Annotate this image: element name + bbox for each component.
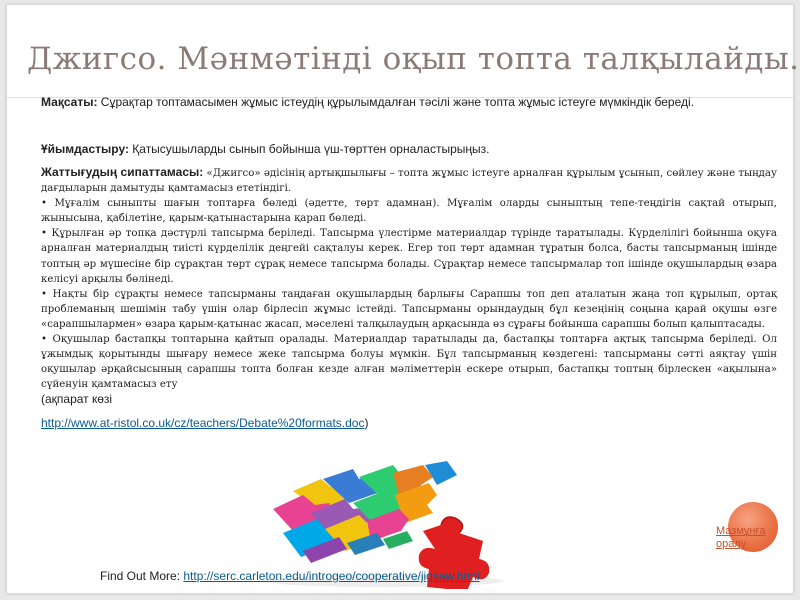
slide-title: Джигсо. Мәнмәтінді оқып топта талқылайды.: [27, 41, 800, 77]
slide-content: [41, 94, 777, 430]
description-intro: «Джигсо» әдісінің артықшылығы – топта жұмыс істеуге арналған құрылым ұсынып, сөйлеу және тыңдау дағдыларын дамытуды қамтамасыз ететіндігі.: [41, 168, 778, 195]
goal-paragraph: [41, 94, 777, 126]
goal-text: Сұрақтар топтамасымен жұмыс істеудің құрылымдалған тәсілі және топта жұмыс істеуге мүмкіндік береді.: [97, 95, 695, 109]
source-link[interactable]: http://www.at-ristol.co.uk/cz/teachers/Debate%20formats.doc: [41, 415, 365, 430]
description-bullet: • Нақты бір сұрақты немесе тапсырманы таңдаған оқушылардың барлығы Сарапшы топ деп аталатын жаңа топ құрылып, ортақ проблеманың шешімін табу үшін олар бірлесіп жұмыс істейді. Тапсырманы орындаудың бұл кезеңінің соңына қарай оқушы өзге «сарапшылармен» өзара қарым-қатынас жасап, мәселені талқылаудың арқасында өз сұрағы бойынша сарапшы болып қалыптасады.: [41, 288, 777, 330]
find-more-line: [100, 569, 480, 583]
source-label: (ақпарат көзі: [41, 392, 113, 407]
description-block: [41, 165, 777, 409]
find-more-label: Find Out More:: [100, 569, 184, 583]
find-more-link[interactable]: http://serc.carleton.edu/introgeo/cooperative/jigsaw.html: [183, 569, 480, 583]
description-label: Жаттығудың сипаттамасы:: [41, 165, 204, 179]
source-link-line: [41, 416, 777, 430]
organization-text: Қатысушыларды сынып бойынша үш-төрттен орналастырыңыз.: [128, 142, 490, 156]
slide: [6, 4, 800, 594]
organization-label: Ұйымдастыру:: [41, 142, 129, 156]
organization-paragraph: [41, 141, 777, 157]
description-bullet: • Құрылған әр топқа дәстүрлі тапсырма беріледі. Тапсырма үлестірме материалдар түрінде таратылады. Күрделілігі бойынша оқуға арналған материалдың тиісті күрделілік деңгейі сақталуы керек. Егер топ төрт адамнан тұратын болса, басты тапсырманың ішінде топтың әр мүшесіне бір сұрақтан төрт сұрақ немесе тапсырма болады. Сұрақтар немесе тапсырмалар топ ішінде оқушылардың өзара келісуі арқылы бөлінеді.: [41, 228, 777, 285]
description-bullet: • Оқушылар бастапқы топтарына қайтып оралады. Материалдар таратылады да, бастапқы топтарға ақтық тапсырма беріледі. Ол ұжымдық қорытынды шығару немесе жеке тапсырма болуы мүмкін. Бұл тапсырманың көздегені: тапсырманы сәтті аяқтау үшін оқушылар әрқайсысының сарапшы топта болған кезде алған мәліметтерін ескере отырып, бастапқы топтың бірлескен «ақылына» сүйенуін қамтамасыз ету: [41, 334, 777, 391]
goal-label: Мақсаты:: [41, 95, 98, 109]
source-close: ): [364, 415, 369, 430]
description-bullet: • Мұғалім сыныпты шағын топтарға бөледі (әдетте, төрт адамнан). Мұғалім оларды сыныптың тепе-теңдігін сақтай отырып, жынысына, қабілетіне, қарым-қатынастарына қарап бөледі.: [41, 198, 777, 225]
contents-nav-link[interactable]: Мазмұнға оралу: [716, 525, 766, 550]
